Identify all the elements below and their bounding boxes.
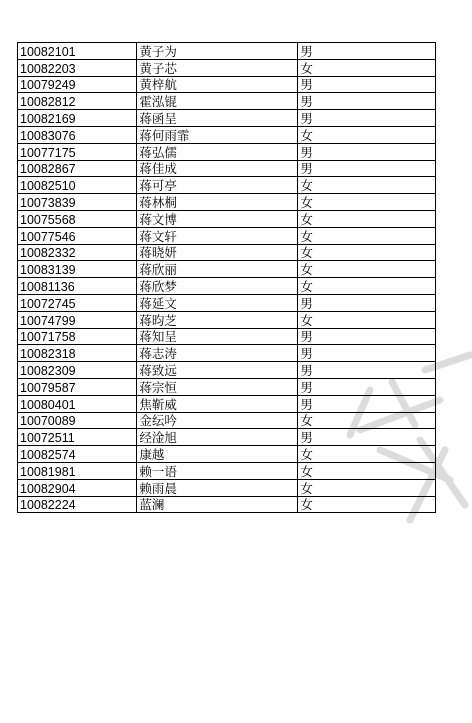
student-id-cell: 10079249 [18, 76, 137, 93]
student-name-cell: 赖雨晨 [137, 479, 298, 496]
student-name-cell: 蒋弘儒 [137, 143, 298, 160]
gender-cell: 女 [298, 311, 436, 328]
table-row [18, 76, 436, 93]
gender-cell: 女 [298, 59, 436, 76]
student-id-cell: 10075568 [18, 210, 137, 227]
student-roster-table [17, 42, 436, 513]
gender-cell: 男 [298, 93, 436, 110]
gender-cell: 女 [298, 177, 436, 194]
gender-cell: 男 [298, 160, 436, 177]
table-row [18, 194, 436, 211]
gender-cell: 女 [298, 496, 436, 513]
gender-cell: 女 [298, 244, 436, 261]
gender-cell: 女 [298, 227, 436, 244]
student-name-cell: 康越 [137, 446, 298, 463]
student-id-cell: 10082224 [18, 496, 137, 513]
gender-cell: 男 [298, 395, 436, 412]
table-row [18, 446, 436, 463]
table-row [18, 479, 436, 496]
gender-cell: 男 [298, 110, 436, 127]
student-name-cell: 黄梓航 [137, 76, 298, 93]
gender-cell: 男 [298, 143, 436, 160]
student-name-cell: 蒋何雨霏 [137, 126, 298, 143]
student-name-cell: 蒋致远 [137, 362, 298, 379]
student-name-cell: 蒋文轩 [137, 227, 298, 244]
table-row [18, 126, 436, 143]
student-name-cell: 赖一语 [137, 462, 298, 479]
gender-cell: 女 [298, 126, 436, 143]
table-row [18, 462, 436, 479]
student-name-cell: 蒋欣梦 [137, 278, 298, 295]
student-id-cell: 10072745 [18, 294, 137, 311]
table-row [18, 328, 436, 345]
student-name-cell: 蒋林桐 [137, 194, 298, 211]
table-row [18, 345, 436, 362]
table-body [18, 43, 436, 513]
student-name-cell: 焦靳威 [137, 395, 298, 412]
gender-cell: 男 [298, 328, 436, 345]
student-name-cell: 蒋宗恒 [137, 378, 298, 395]
student-id-cell: 10082510 [18, 177, 137, 194]
student-name-cell: 蒋函呈 [137, 110, 298, 127]
gender-cell: 女 [298, 210, 436, 227]
student-name-cell: 蒋昀芝 [137, 311, 298, 328]
table-row [18, 378, 436, 395]
student-id-cell: 10081981 [18, 462, 137, 479]
student-name-cell: 蒋佳成 [137, 160, 298, 177]
gender-cell: 女 [298, 278, 436, 295]
student-id-cell: 10072511 [18, 429, 137, 446]
student-id-cell: 10082574 [18, 446, 137, 463]
student-name-cell: 蒋文博 [137, 210, 298, 227]
student-id-cell: 10071758 [18, 328, 137, 345]
table-row [18, 244, 436, 261]
table-row [18, 160, 436, 177]
gender-cell: 女 [298, 462, 436, 479]
student-name-cell: 霍泓锟 [137, 93, 298, 110]
table-row [18, 177, 436, 194]
student-id-cell: 10081136 [18, 278, 137, 295]
table-row [18, 278, 436, 295]
table-row [18, 362, 436, 379]
student-id-cell: 10080401 [18, 395, 137, 412]
student-name-cell: 黄子为 [137, 43, 298, 60]
student-id-cell: 10077175 [18, 143, 137, 160]
student-id-cell: 10083139 [18, 261, 137, 278]
table-row [18, 429, 436, 446]
student-id-cell: 10077546 [18, 227, 137, 244]
student-id-cell: 10073839 [18, 194, 137, 211]
table-row [18, 395, 436, 412]
student-name-cell: 经淦旭 [137, 429, 298, 446]
student-id-cell: 10083076 [18, 126, 137, 143]
student-name-cell: 蒋志涛 [137, 345, 298, 362]
gender-cell: 男 [298, 429, 436, 446]
student-id-cell: 10082318 [18, 345, 137, 362]
gender-cell: 男 [298, 294, 436, 311]
student-id-cell: 10082309 [18, 362, 137, 379]
table-row [18, 294, 436, 311]
table-row [18, 59, 436, 76]
student-name-cell: 蒋欣丽 [137, 261, 298, 278]
student-id-cell: 10082203 [18, 59, 137, 76]
student-id-cell: 10082812 [18, 93, 137, 110]
gender-cell: 女 [298, 261, 436, 278]
gender-cell: 男 [298, 378, 436, 395]
table-row [18, 143, 436, 160]
student-id-cell: 10082332 [18, 244, 137, 261]
student-id-cell: 10079587 [18, 378, 137, 395]
student-id-cell: 10070089 [18, 412, 137, 429]
table-row [18, 311, 436, 328]
table-row [18, 496, 436, 513]
student-name-cell: 蒋延文 [137, 294, 298, 311]
table-row [18, 227, 436, 244]
table-row [18, 93, 436, 110]
gender-cell: 男 [298, 43, 436, 60]
gender-cell: 女 [298, 194, 436, 211]
student-name-cell: 蒋晓妍 [137, 244, 298, 261]
student-name-cell: 蒋可亭 [137, 177, 298, 194]
student-name-cell: 蓝澜 [137, 496, 298, 513]
gender-cell: 女 [298, 446, 436, 463]
table-row [18, 210, 436, 227]
student-id-cell: 10082169 [18, 110, 137, 127]
gender-cell: 男 [298, 362, 436, 379]
student-id-cell: 10074799 [18, 311, 137, 328]
student-id-cell: 10082904 [18, 479, 137, 496]
table-row [18, 110, 436, 127]
gender-cell: 女 [298, 479, 436, 496]
student-name-cell: 黄子芯 [137, 59, 298, 76]
student-name-cell: 蒋知呈 [137, 328, 298, 345]
student-name-cell: 金纭吟 [137, 412, 298, 429]
gender-cell: 男 [298, 345, 436, 362]
table-row [18, 43, 436, 60]
table-row [18, 412, 436, 429]
gender-cell: 女 [298, 412, 436, 429]
student-id-cell: 10082101 [18, 43, 137, 60]
student-id-cell: 10082867 [18, 160, 137, 177]
gender-cell: 男 [298, 76, 436, 93]
table-row [18, 261, 436, 278]
